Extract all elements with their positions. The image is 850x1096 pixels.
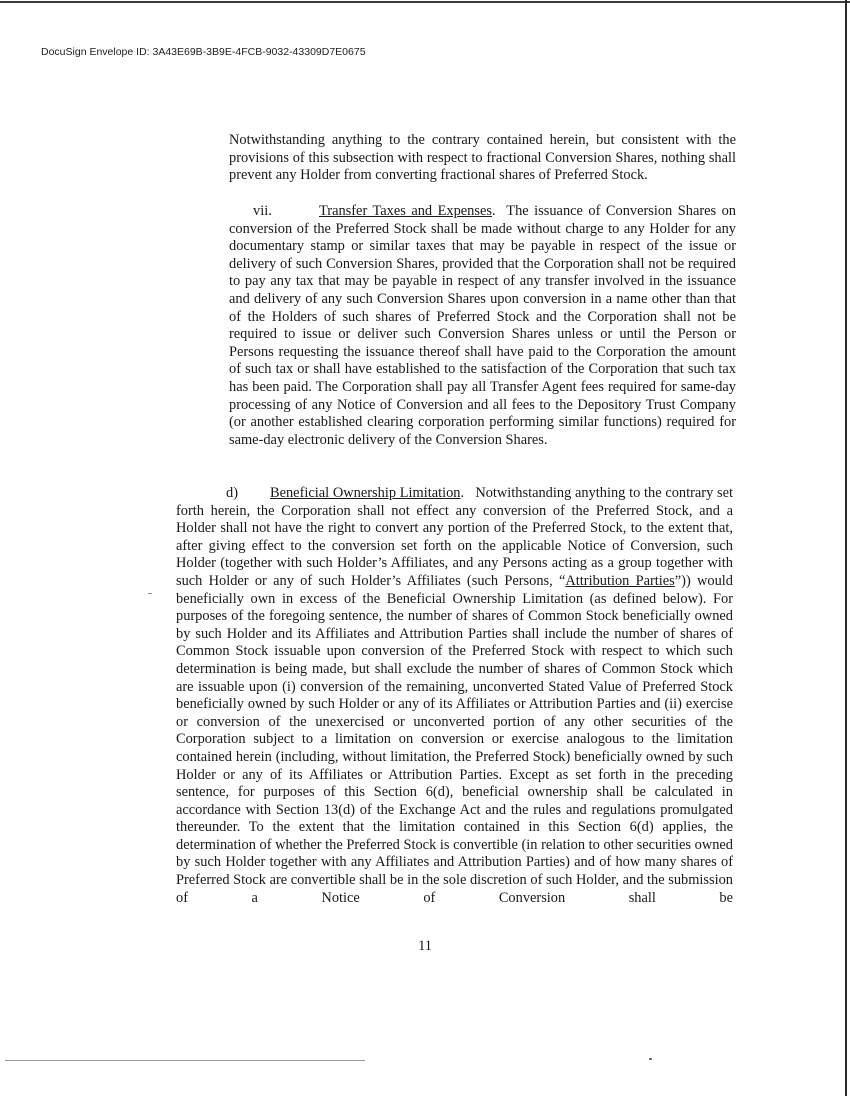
scan-footer-line bbox=[5, 1060, 365, 1061]
docusign-envelope-id: DocuSign Envelope ID: 3A43E69B-3B9E-4FCB-9032-43309D7E0675 bbox=[41, 46, 366, 58]
section-number: d) bbox=[226, 485, 238, 501]
defined-term: Attribution Parties bbox=[565, 572, 675, 589]
paragraph-transfer-taxes: vii. Transfer Taxes and Expenses. The issuance of Conversion Shares on conversion of the Preferred Stock shall be made without charge to any Holder for any documentary stamp or similar taxes that may be payable in respect of the issue or delivery of such Conversion Shares, provided that the Corporation shall not be required to pay any tax that may be payable in respect of any transfer involved in the issuance and delivery of any such Conversion Shares upon conversion in a name other than that of the Holders of such shares of Preferred Stock and the Corporation shall not be required to issue or deliver such Conversion Shares unless or until the Person or Persons requesting the issuance thereof shall have paid to the Corporation the amount of such tax or shall have established to the satisfaction of the Corporation that such tax has been paid. The Corporation shall pay all Transfer Agent fees required for same-day processing of any Notice of Conversion and all fees to the Depository Trust Company (or another established clearing corporation performing similar functions) required for same-day electronic delivery of the Conversion Shares. bbox=[229, 203, 736, 448]
scan-top-border bbox=[0, 1, 850, 3]
paragraph-text: Notwithstanding anything to the contrary contained herein, but consistent with the provisions of this subsection with respect to fractional Conversion Shares, nothing shall prevent any Holder from converting fractional shares of Preferred Stock. bbox=[229, 132, 736, 184]
scan-artifact-mark bbox=[649, 1058, 652, 1060]
paragraph-text-part-1: Notwithstanding anything to the contrary set forth herein, the Corporation shall not effect any conversion of the Preferred Stock, and a Holder shall not have the right to convert any portion of the Preferred Stock, to the extent that, after giving effect to the conversion set forth on the applicable Notice of Conversion, such Holder (together with such Holder’s Affiliates, and any Persons acting as a group together with such Holder or any of such Holder’s Affiliates (such Persons, “ bbox=[176, 485, 734, 589]
scan-artifact-mark bbox=[148, 593, 152, 594]
paragraph-text: The issuance of Conversion Shares on conversion of the Preferred Stock shall be made without charge to any Holder for any documentary stamp or similar taxes that may be payable in respect of the issue or delivery of such Conversion Shares, provided that the Corporation shall not be required to pay any tax that may be payable in respect of any transfer involved in the issuance and delivery of any such Conversion Shares upon conversion in a name other than that of the Holders of such shares of Preferred Stock and the Corporation shall not be required to issue or deliver such Conversion Shares unless or until the Person or Persons requesting the issuance thereof shall have paid to the Corporation the amount of such tax or shall have established to the satisfaction of the Corporation that such tax has been paid. The Corporation shall pay all Transfer Agent fees required for same-day processing of any Notice of Conversion and all fees to the Depository Trust Company (or another established clearing corporation performing similar functions) required for same-day electronic delivery of the Conversion Shares. bbox=[229, 203, 736, 448]
paragraph-fractional-shares bbox=[229, 132, 736, 185]
paragraph-text-part-2: ”)) would beneficially own in excess of the Beneficial Ownership Limitation (as defined below). For purposes of the foregoing sentence, the number of shares of Common Stock beneficially owned by such Holder and its Affiliates and Attribution Parties shall include the number of shares of Common Stock issuable upon conversion of the Preferred Stock with respect to which such determination is being made, but shall exclude the number of shares of Common Stock which are issuable upon (i) conversion of the remaining, unconverted Stated Value of Preferred Stock beneficially owned by such Holder or any of its Affiliates or Attribution Parties and (ii) exercise or conversion of the unexercised or unconverted portion of any other securities of the Corporation subject to a limitation on conversion or exercise analogous to the limitation contained herein (including, without limitation, the Preferred Stock) beneficially owned by such Holder or any of its Affiliates or Attribution Parties. Except as set forth in the preceding sentence, for purposes of this Section 6(d), beneficial ownership shall be calculated in accordance with Section 13(d) of the Exchange Act and the rules and regulations promulgated thereunder. To the extent that the limitation contained in this Section 6(d) applies, the determination of whether the Preferred Stock is convertible (in relation to other securities owned by such Holder together with any Affiliates and Attribution Parties) and of how many shares of Preferred Stock are convertible shall be in the sole discretion of such Holder, and the submission of a Notice of Conversion shall be bbox=[176, 572, 733, 906]
section-number: vii. bbox=[253, 203, 272, 219]
section-heading: Beneficial Ownership Limitation bbox=[270, 485, 461, 501]
section-heading: Transfer Taxes and Expenses bbox=[319, 203, 492, 219]
paragraph-beneficial-ownership: d) Beneficial Ownership Limitation. Notwithstanding anything to the contrary set forth herein, the Corporation shall not effect any conversion of the Preferred Stock, and a Holder shall not have the right to convert any portion of the Preferred Stock, to the extent that, after giving effect to the conversion set forth on the applicable Notice of Conversion, such Holder (together with such Holder’s Affiliates, and any Persons acting as a group together with such Holder or any of such Holder’s Affiliates (such Persons, “Attribution Parties”)) would beneficially own in excess of the Beneficial Ownership Limitation (as defined below). For purposes of the foregoing sentence, the number of shares of Common Stock beneficially owned by such Holder and its Affiliates and Attribution Parties shall include the number of shares of Common Stock issuable upon conversion of the Preferred Stock with respect to which such determination is being made, but shall exclude the number of shares of Common Stock which are issuable upon (i) conversion of the remaining, unconverted Stated Value of Preferred Stock beneficially owned by such Holder or any of its Affiliates or Attribution Parties and (ii) exercise or conversion of the unexercised or unconverted portion of any other securities of the Corporation subject to a limitation on conversion or exercise analogous to the limitation contained herein (including, without limitation, the Preferred Stock) beneficially owned by such Holder or any of its Affiliates or Attribution Parties. Except as set forth in the preceding sentence, for purposes of this Section 6(d), beneficial ownership shall be calculated in accordance with Section 13(d) of the Exchange Act and the rules and regulations promulgated thereunder. To the extent that the limitation contained in this Section 6(d) applies, the determination of whether the Preferred Stock is convertible (in relation to other securities owned by such Holder together with any Affiliates and Attribution Parties) and of how many shares of Preferred Stock are convertible shall be in the sole discretion of such Holder, and the submission of a Notice of Conversion shall be bbox=[176, 485, 734, 906]
scan-right-border bbox=[845, 0, 847, 1096]
page-number: 11 bbox=[418, 938, 432, 954]
